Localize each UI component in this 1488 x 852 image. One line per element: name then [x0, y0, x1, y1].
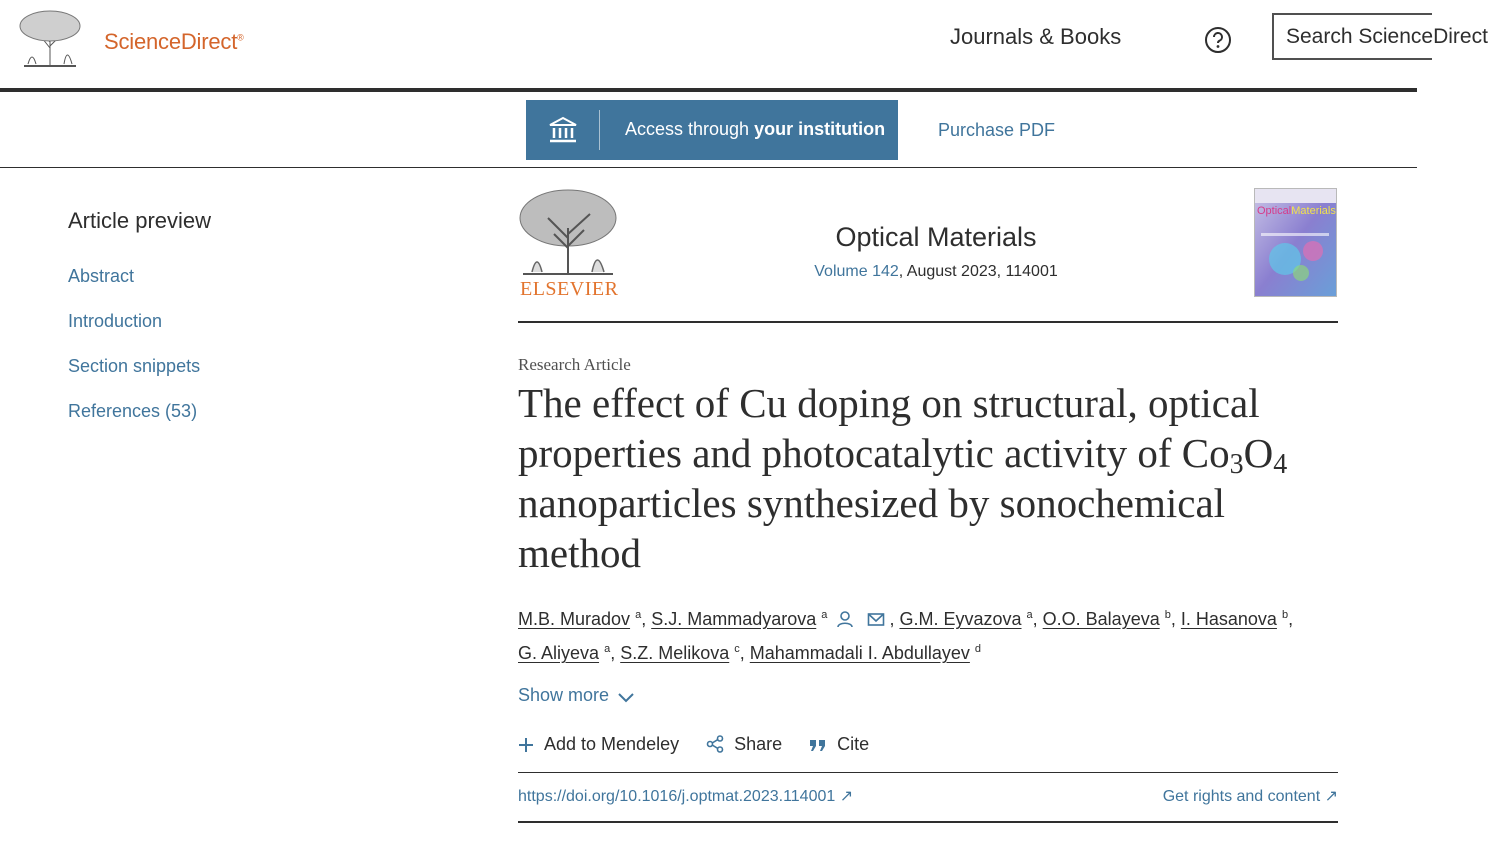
search-placeholder: Search ScienceDirect [1286, 25, 1488, 48]
affiliation-marker[interactable]: b [1281, 609, 1289, 621]
author-link[interactable]: G. Aliyeva [518, 643, 600, 663]
journal-divider [518, 321, 1338, 323]
journal-name-link[interactable]: Optical Materials [835, 222, 1037, 252]
institution-icon [548, 116, 578, 144]
journal-cover-image[interactable] [1254, 188, 1337, 297]
site-header [0, 0, 1488, 88]
access-institution-button[interactable] [526, 100, 898, 160]
access-label-prefix: Access through [625, 119, 755, 139]
elsevier-tree-logo-icon[interactable] [16, 8, 84, 68]
sciencedirect-logo[interactable] [104, 29, 244, 55]
article-preview-sidebar [68, 208, 368, 434]
title-subscript-2: 4 [1273, 449, 1288, 480]
access-label-bold: your institution [754, 119, 886, 139]
issue-date: , August 2023, 114001 [898, 263, 1058, 280]
rights-text: Get rights and content [1162, 788, 1321, 805]
add-to-mendeley-button[interactable] [518, 734, 679, 755]
cover-title-a: Optical [1257, 205, 1292, 217]
doi-link[interactable] [518, 786, 853, 806]
actions-divider [518, 772, 1338, 773]
affiliation-marker[interactable]: a [604, 643, 611, 655]
share-icon [706, 735, 724, 753]
external-link-icon: ↗ [839, 788, 854, 805]
cite-button[interactable] [809, 734, 869, 755]
elsevier-wordmark: ELSEVIER [520, 278, 619, 300]
author-link[interactable]: M.B. Muradov [518, 609, 631, 629]
show-more-label: Show more [518, 685, 610, 705]
affiliation-marker[interactable]: a [821, 609, 828, 621]
quote-icon [809, 737, 827, 753]
person-icon[interactable] [836, 610, 854, 628]
title-part-2: O [1243, 430, 1274, 476]
affiliation-marker[interactable]: b [1164, 609, 1171, 621]
article-type: Research Article [518, 355, 631, 374]
author-link[interactable]: O.O. Balayeva [1042, 609, 1160, 629]
purchase-pdf-link[interactable]: Purchase PDF [938, 120, 1056, 140]
chevron-down-icon [617, 692, 635, 704]
access-label [625, 119, 885, 140]
affiliation-marker[interactable]: a [635, 609, 642, 621]
article-title [518, 378, 1338, 578]
title-part-3: nanoparticles synthesized by sonochemical method [518, 480, 1226, 576]
external-link-icon: ↗ [1324, 788, 1338, 805]
cover-title-b: Materials [1291, 205, 1336, 217]
doi-text: https://doi.org/10.1016/j.optmat.2023.114001 [518, 788, 836, 805]
sidebar-item-section-snippets[interactable]: Section snippets [68, 356, 201, 376]
share-label: Share [734, 734, 783, 754]
author-link[interactable]: S.Z. Melikova [620, 643, 730, 663]
search-input[interactable] [1272, 13, 1488, 60]
affiliation-marker[interactable]: a [1026, 609, 1033, 621]
article-actions [518, 734, 891, 755]
affiliation-marker[interactable]: d [974, 643, 982, 655]
cover-title [1257, 205, 1336, 217]
share-button[interactable] [706, 734, 782, 755]
elsevier-tree-icon [518, 188, 618, 276]
author-link[interactable]: S.J. Mammadyarova [651, 609, 817, 629]
author-list: M.B. Muradov $^a$, S.J. Mammadyarova $^a$ , G.M. Eyvazova $^a$, O.O. Balayeva $^b$, I. Hasanova $^b$, G. Aliyeva $^a$, S.Z. Melikova $^c$, Mahammadali I. Abdullayev $^d$ [518, 609, 1294, 663]
title-part-1: The effect of Cu doping on structural, optical properties and photocatalytic activity of Co [518, 380, 1260, 476]
show-more-button[interactable] [518, 685, 635, 706]
author-link[interactable]: I. Hasanova [1180, 609, 1277, 629]
affiliation-marker[interactable]: c [734, 643, 740, 655]
cite-label: Cite [837, 734, 870, 754]
get-rights-link[interactable] [1120, 786, 1338, 806]
bottom-divider [518, 821, 1338, 823]
envelope-icon[interactable] [867, 610, 885, 628]
author-link[interactable]: G.M. Eyvazova [899, 609, 1022, 629]
elsevier-publisher-logo[interactable] [518, 188, 618, 300]
registered-mark: ® [237, 32, 244, 43]
brand-text: ScienceDirect [104, 29, 238, 54]
title-subscript-1: 3 [1229, 449, 1244, 480]
journal-meta [740, 263, 1132, 281]
button-divider [599, 110, 600, 150]
volume-link[interactable]: Volume 142 [814, 263, 899, 280]
access-bar [0, 92, 1417, 168]
sidebar-item-references[interactable]: References (53) [68, 401, 198, 421]
plus-icon [518, 737, 534, 753]
help-circle-icon[interactable] [1204, 26, 1232, 54]
sidebar-title: Article preview [68, 208, 212, 233]
sidebar-item-introduction[interactable]: Introduction [68, 311, 163, 331]
author-link[interactable]: Mahammadali I. Abdullayev [749, 643, 970, 663]
sidebar-item-abstract[interactable]: Abstract [68, 266, 135, 286]
journals-books-link[interactable]: Journals & Books [950, 24, 1122, 49]
add-to-mendeley-label: Add to Mendeley [544, 734, 680, 754]
